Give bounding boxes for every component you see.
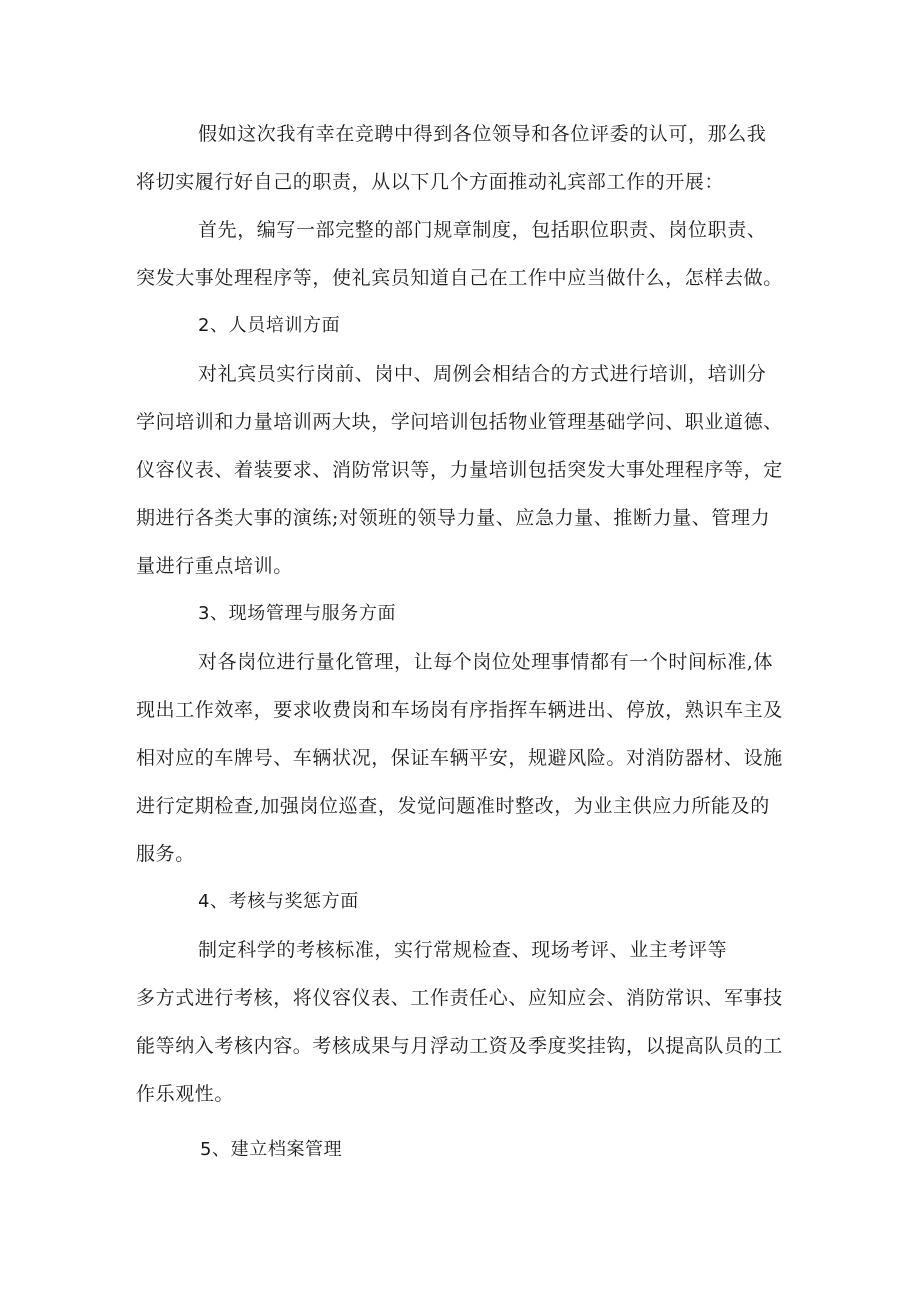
- section-3-line-4: 进行定期检查,加强岗位巡查，发觉问题准时整改，为业主供应力所能及的: [136, 795, 770, 817]
- section-2-line-3: 仪容仪表、着装要求、消防常识等，力量培训包括突发大事处理程序等，定: [136, 459, 783, 481]
- section-4-line-4: 作乐观性。: [136, 1083, 235, 1105]
- intro-paragraph-1-line-2: 将切实履行好自己的职责，从以下几个方面推动礼宾部工作的开展：: [136, 171, 725, 193]
- section-3-heading: 3、现场管理与服务方面: [198, 603, 397, 624]
- section-2-heading: 2、人员培训方面: [198, 315, 341, 336]
- section-3-line-3: 相对应的车牌号、车辆状况，保证车辆平安，规避风险。对消防器材、设施: [136, 747, 783, 769]
- intro-paragraph-2-line-2: 突发大事处理程序等，使礼宾员知道自己在工作中应当做什么，怎样去做。: [136, 267, 783, 289]
- section-4-line-2: 多方式进行考核，将仪容仪表、工作责任心、应知应会、消防常识、军事技: [136, 987, 783, 1009]
- section-3-line-1: 对各岗位进行量化管理，让每个岗位处理事情都有一个时间标准,体: [198, 651, 774, 673]
- section-2-line-4: 期进行各类大事的演练;对领班的领导力量、应急力量、推断力量、管理力: [136, 507, 771, 529]
- section-3-line-5: 服务。: [136, 843, 195, 865]
- section-3-line-2: 现出工作效率，要求收费岗和车场岗有序指挥车辆进出、停放，熟识车主及: [136, 699, 783, 721]
- section-2-line-2: 学问培训和力量培训两大块，学问培训包括物业管理基础学问、职业道德、: [136, 411, 783, 433]
- section-4-line-3: 能等纳入考核内容。考核成果与月浮动工资及季度奖挂钩，以提高队员的工: [136, 1035, 783, 1057]
- section-5-heading: 5、建立档案管理: [200, 1139, 343, 1160]
- intro-paragraph-2-line-1: 首先，编写一部完整的部门规章制度，包括职位职责、岗位职责、: [198, 219, 767, 241]
- section-4-line-1: 制定科学的考核标准，实行常规检查、现场考评、业主考评等: [198, 939, 728, 961]
- section-2-line-5: 量进行重点培训。: [136, 555, 293, 577]
- intro-paragraph-1-line-1: 假如这次我有幸在竞聘中得到各位领导和各位评委的认可，那么我: [198, 123, 767, 145]
- section-2-line-1: 对礼宾员实行岗前、岗中、周例会相结合的方式进行培训，培训分: [198, 363, 767, 385]
- section-4-heading: 4、考核与奖惩方面: [198, 891, 359, 912]
